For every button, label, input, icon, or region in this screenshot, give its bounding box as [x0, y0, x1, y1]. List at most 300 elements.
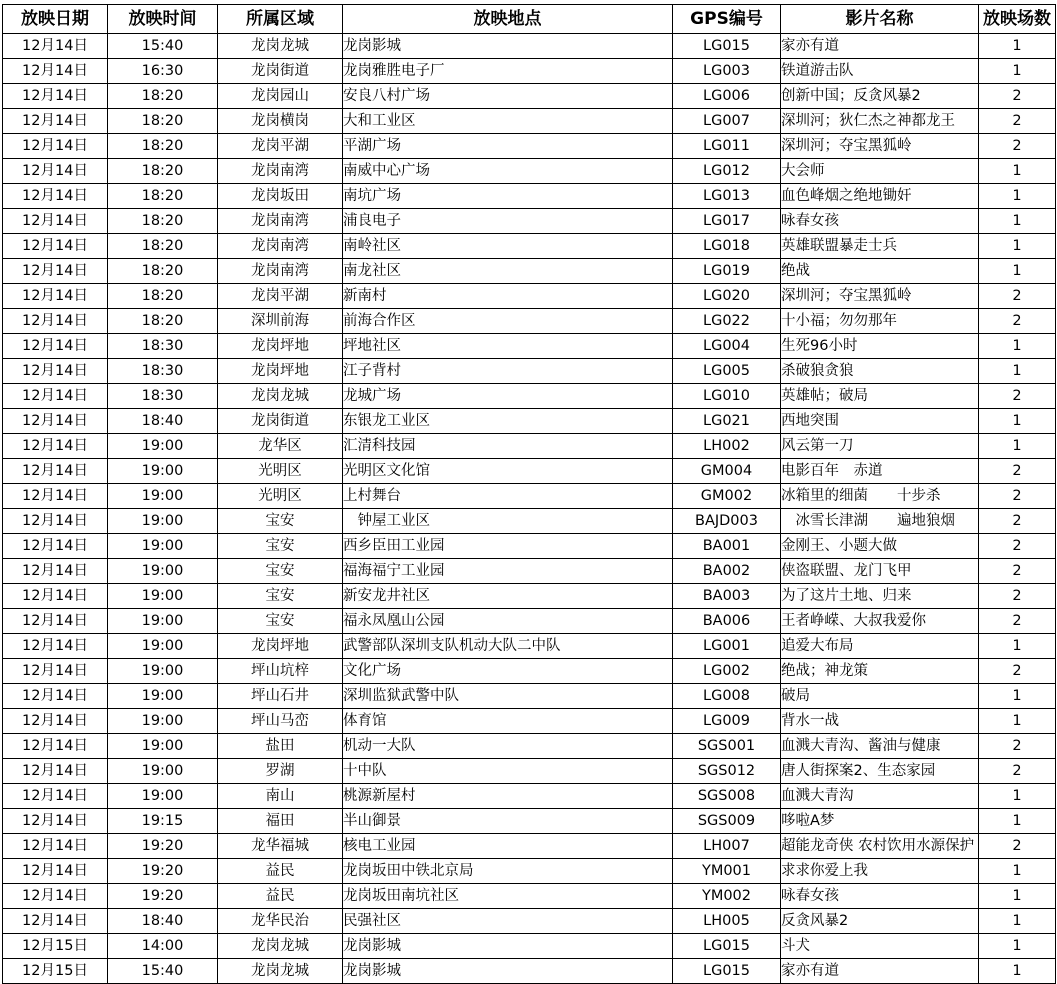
- table-row: [3, 209, 1056, 234]
- cell-date: 12月14日: [3, 134, 108, 159]
- cell-gps: BA001: [673, 534, 781, 559]
- cell-gps: SGS009: [673, 809, 781, 834]
- cell-place: 浦良电子: [343, 209, 673, 234]
- table-header: [3, 5, 1056, 34]
- cell-gps: LG008: [673, 684, 781, 709]
- table-row: [3, 559, 1056, 584]
- cell-time: 19:00: [108, 584, 218, 609]
- table-row: [3, 634, 1056, 659]
- cell-time: 19:00: [108, 459, 218, 484]
- cell-date: 12月14日: [3, 484, 108, 509]
- cell-time: 15:40: [108, 959, 218, 984]
- cell-area: 坪山马峦: [218, 709, 343, 734]
- cell-area: 深圳前海: [218, 309, 343, 334]
- cell-gps: YM001: [673, 859, 781, 884]
- cell-time: 18:20: [108, 309, 218, 334]
- cell-time: 18:30: [108, 359, 218, 384]
- cell-count: 2: [979, 659, 1056, 684]
- table-row: [3, 259, 1056, 284]
- table-body: [3, 34, 1056, 984]
- cell-film: 咏春女孩: [781, 209, 979, 234]
- cell-count: 1: [979, 434, 1056, 459]
- cell-area: 龙岗龙城: [218, 934, 343, 959]
- cell-area: 龙岗街道: [218, 409, 343, 434]
- cell-time: 18:20: [108, 234, 218, 259]
- table-row: [3, 934, 1056, 959]
- cell-film: 血溅大青沟、酱油与健康: [781, 734, 979, 759]
- cell-time: 19:00: [108, 784, 218, 809]
- cell-time: 18:30: [108, 334, 218, 359]
- cell-film: 斗犬: [781, 934, 979, 959]
- cell-place: 前海合作区: [343, 309, 673, 334]
- cell-date: 12月14日: [3, 334, 108, 359]
- cell-count: 2: [979, 309, 1056, 334]
- table-row: [3, 734, 1056, 759]
- cell-gps: LH007: [673, 834, 781, 859]
- cell-place: 福海福宁工业园: [343, 559, 673, 584]
- cell-time: 18:20: [108, 209, 218, 234]
- table-row: [3, 184, 1056, 209]
- cell-film: 血色峰烟之绝地锄奸: [781, 184, 979, 209]
- cell-date: 12月14日: [3, 559, 108, 584]
- table-row: [3, 859, 1056, 884]
- cell-gps: LG017: [673, 209, 781, 234]
- column-header-place: 放映地点: [343, 5, 673, 34]
- cell-film: 风云第一刀: [781, 434, 979, 459]
- cell-place: 深圳监狱武警中队: [343, 684, 673, 709]
- cell-date: 12月14日: [3, 459, 108, 484]
- cell-film: 创新中国；反贪风暴2: [781, 84, 979, 109]
- cell-date: 12月14日: [3, 884, 108, 909]
- cell-count: 1: [979, 634, 1056, 659]
- cell-count: 1: [979, 234, 1056, 259]
- table-row: [3, 684, 1056, 709]
- cell-date: 12月14日: [3, 584, 108, 609]
- cell-date: 12月14日: [3, 309, 108, 334]
- cell-count: 1: [979, 709, 1056, 734]
- cell-count: 1: [979, 959, 1056, 984]
- cell-date: 12月14日: [3, 534, 108, 559]
- cell-place: 上村舞台: [343, 484, 673, 509]
- cell-area: 光明区: [218, 459, 343, 484]
- cell-area: 龙华区: [218, 434, 343, 459]
- cell-place: 光明区文化馆: [343, 459, 673, 484]
- cell-film: 冰雪长津湖 遍地狼烟: [781, 509, 979, 534]
- cell-gps: GM004: [673, 459, 781, 484]
- cell-count: 1: [979, 59, 1056, 84]
- table-row: [3, 834, 1056, 859]
- cell-film: 绝战: [781, 259, 979, 284]
- cell-place: 西乡臣田工业园: [343, 534, 673, 559]
- cell-film: 家亦有道: [781, 959, 979, 984]
- cell-date: 12月14日: [3, 634, 108, 659]
- cell-count: 1: [979, 409, 1056, 434]
- cell-gps: SGS008: [673, 784, 781, 809]
- cell-time: 16:30: [108, 59, 218, 84]
- cell-count: 2: [979, 534, 1056, 559]
- table-row: [3, 384, 1056, 409]
- cell-film: 电影百年 赤道: [781, 459, 979, 484]
- cell-date: 12月14日: [3, 734, 108, 759]
- cell-time: 19:00: [108, 434, 218, 459]
- cell-count: 2: [979, 734, 1056, 759]
- cell-date: 12月14日: [3, 809, 108, 834]
- column-header-gps: GPS编号: [673, 5, 781, 34]
- cell-date: 12月14日: [3, 509, 108, 534]
- cell-gps: LG001: [673, 634, 781, 659]
- cell-time: 18:20: [108, 259, 218, 284]
- cell-count: 2: [979, 834, 1056, 859]
- cell-area: 益民: [218, 859, 343, 884]
- cell-place: 江子背村: [343, 359, 673, 384]
- cell-area: 盐田: [218, 734, 343, 759]
- cell-gps: LG015: [673, 934, 781, 959]
- cell-area: 龙岗平湖: [218, 134, 343, 159]
- cell-date: 12月14日: [3, 609, 108, 634]
- cell-place: 龙岗坂田南坑社区: [343, 884, 673, 909]
- cell-area: 龙岗坪地: [218, 634, 343, 659]
- cell-place: 半山御景: [343, 809, 673, 834]
- cell-area: 坪山坑梓: [218, 659, 343, 684]
- cell-time: 19:00: [108, 509, 218, 534]
- table-row: [3, 909, 1056, 934]
- cell-gps: LG018: [673, 234, 781, 259]
- table-row: [3, 134, 1056, 159]
- cell-count: 2: [979, 484, 1056, 509]
- cell-film: 深圳河；狄仁杰之神都龙王: [781, 109, 979, 134]
- cell-place: 核电工业园: [343, 834, 673, 859]
- cell-date: 12月14日: [3, 209, 108, 234]
- cell-area: 龙岗园山: [218, 84, 343, 109]
- cell-date: 12月14日: [3, 184, 108, 209]
- column-header-date: 放映日期: [3, 5, 108, 34]
- cell-place: 坪地社区: [343, 334, 673, 359]
- cell-gps: LG006: [673, 84, 781, 109]
- cell-count: 1: [979, 259, 1056, 284]
- table-row: [3, 159, 1056, 184]
- cell-time: 19:00: [108, 484, 218, 509]
- cell-count: 2: [979, 384, 1056, 409]
- cell-place: 南坑广场: [343, 184, 673, 209]
- cell-place: 汇清科技园: [343, 434, 673, 459]
- table-row: [3, 409, 1056, 434]
- cell-place: 体育馆: [343, 709, 673, 734]
- cell-film: 英雄帖；破局: [781, 384, 979, 409]
- table-row: [3, 534, 1056, 559]
- table-row: [3, 759, 1056, 784]
- cell-film: 破局: [781, 684, 979, 709]
- cell-gps: LG022: [673, 309, 781, 334]
- cell-gps: LG004: [673, 334, 781, 359]
- cell-date: 12月14日: [3, 659, 108, 684]
- cell-place: 龙岗影城: [343, 934, 673, 959]
- cell-area: 龙岗横岗: [218, 109, 343, 134]
- cell-gps: LG019: [673, 259, 781, 284]
- cell-film: 大会师: [781, 159, 979, 184]
- cell-date: 12月14日: [3, 684, 108, 709]
- cell-gps: LH005: [673, 909, 781, 934]
- cell-area: 罗湖: [218, 759, 343, 784]
- cell-place: 大和工业区: [343, 109, 673, 134]
- cell-place: 钟屋工业区: [343, 509, 673, 534]
- cell-date: 12月14日: [3, 34, 108, 59]
- cell-gps: LG007: [673, 109, 781, 134]
- screening-schedule-table: [2, 4, 1056, 984]
- cell-count: 1: [979, 909, 1056, 934]
- cell-place: 机动一大队: [343, 734, 673, 759]
- cell-time: 18:20: [108, 159, 218, 184]
- cell-area: 龙岗坂田: [218, 184, 343, 209]
- cell-area: 龙岗街道: [218, 59, 343, 84]
- cell-area: 宝安: [218, 559, 343, 584]
- cell-gps: YM002: [673, 884, 781, 909]
- cell-time: 18:40: [108, 409, 218, 434]
- table-row: [3, 234, 1056, 259]
- cell-date: 12月14日: [3, 84, 108, 109]
- column-header-area: 所属区域: [218, 5, 343, 34]
- cell-film: 绝战；神龙策: [781, 659, 979, 684]
- cell-count: 2: [979, 284, 1056, 309]
- cell-film: 深圳河；夺宝黑狐岭: [781, 284, 979, 309]
- cell-film: 西地突围: [781, 409, 979, 434]
- cell-date: 12月14日: [3, 109, 108, 134]
- cell-count: 1: [979, 784, 1056, 809]
- cell-count: 2: [979, 759, 1056, 784]
- cell-date: 12月14日: [3, 909, 108, 934]
- cell-place: 龙岗坂田中铁北京局: [343, 859, 673, 884]
- cell-time: 15:40: [108, 34, 218, 59]
- cell-place: 安良八村广场: [343, 84, 673, 109]
- cell-time: 19:00: [108, 559, 218, 584]
- cell-date: 12月14日: [3, 434, 108, 459]
- cell-count: 1: [979, 209, 1056, 234]
- cell-film: 冰箱里的细菌 十步杀: [781, 484, 979, 509]
- header-row: [3, 5, 1056, 34]
- cell-area: 龙岗南湾: [218, 209, 343, 234]
- table-row: [3, 809, 1056, 834]
- cell-place: 武警部队深圳支队机动大队二中队: [343, 634, 673, 659]
- cell-film: 金刚王、小题大做: [781, 534, 979, 559]
- cell-film: 求求你爱上我: [781, 859, 979, 884]
- cell-area: 益民: [218, 884, 343, 909]
- table-row: [3, 334, 1056, 359]
- cell-count: 2: [979, 109, 1056, 134]
- cell-time: 19:00: [108, 759, 218, 784]
- cell-date: 12月14日: [3, 859, 108, 884]
- cell-place: 民强社区: [343, 909, 673, 934]
- cell-time: 18:20: [108, 284, 218, 309]
- cell-film: 反贪风暴2: [781, 909, 979, 934]
- cell-place: 十中队: [343, 759, 673, 784]
- cell-area: 宝安: [218, 509, 343, 534]
- cell-time: 19:00: [108, 659, 218, 684]
- cell-gps: LG011: [673, 134, 781, 159]
- cell-place: 南龙社区: [343, 259, 673, 284]
- cell-area: 坪山石井: [218, 684, 343, 709]
- cell-film: 生死96小时: [781, 334, 979, 359]
- cell-film: 血溅大青沟: [781, 784, 979, 809]
- cell-area: 宝安: [218, 534, 343, 559]
- cell-area: 龙岗南湾: [218, 159, 343, 184]
- table-row: [3, 459, 1056, 484]
- cell-gps: LG009: [673, 709, 781, 734]
- cell-area: 龙华民治: [218, 909, 343, 934]
- cell-count: 1: [979, 159, 1056, 184]
- cell-gps: BAJD003: [673, 509, 781, 534]
- cell-count: 2: [979, 559, 1056, 584]
- cell-film: 超能龙奇侠 农村饮用水源保护: [781, 834, 979, 859]
- cell-area: 龙岗南湾: [218, 234, 343, 259]
- cell-date: 12月14日: [3, 834, 108, 859]
- table-row: [3, 609, 1056, 634]
- cell-time: 18:40: [108, 909, 218, 934]
- cell-area: 龙岗坪地: [218, 359, 343, 384]
- cell-date: 12月14日: [3, 59, 108, 84]
- cell-film: 追爱大布局: [781, 634, 979, 659]
- table-row: [3, 84, 1056, 109]
- cell-count: 1: [979, 859, 1056, 884]
- cell-film: 十小福；勿勿那年: [781, 309, 979, 334]
- cell-count: 1: [979, 884, 1056, 909]
- cell-count: 1: [979, 334, 1056, 359]
- cell-place: 龙岗影城: [343, 34, 673, 59]
- cell-place: 新南村: [343, 284, 673, 309]
- cell-gps: BA006: [673, 609, 781, 634]
- table-row: [3, 434, 1056, 459]
- cell-film: 杀破狼贪狼: [781, 359, 979, 384]
- cell-film: 哆啦A梦: [781, 809, 979, 834]
- cell-date: 12月15日: [3, 959, 108, 984]
- cell-count: 2: [979, 509, 1056, 534]
- cell-area: 光明区: [218, 484, 343, 509]
- cell-time: 19:00: [108, 684, 218, 709]
- table-row: [3, 359, 1056, 384]
- cell-film: 侠盗联盟、龙门飞甲: [781, 559, 979, 584]
- cell-film: 为了这片土地、归来: [781, 584, 979, 609]
- cell-time: 18:20: [108, 84, 218, 109]
- cell-film: 王者峥嵘、大叔我爱你: [781, 609, 979, 634]
- cell-film: 深圳河；夺宝黑狐岭: [781, 134, 979, 159]
- cell-area: 龙岗龙城: [218, 34, 343, 59]
- cell-date: 12月14日: [3, 234, 108, 259]
- table-row: [3, 659, 1056, 684]
- cell-area: 龙岗龙城: [218, 384, 343, 409]
- cell-place: 东银龙工业区: [343, 409, 673, 434]
- table-row: [3, 959, 1056, 984]
- cell-count: 2: [979, 584, 1056, 609]
- table-row: [3, 59, 1056, 84]
- cell-count: 2: [979, 609, 1056, 634]
- cell-gps: LG002: [673, 659, 781, 684]
- cell-time: 18:20: [108, 134, 218, 159]
- cell-count: 2: [979, 459, 1056, 484]
- cell-date: 12月14日: [3, 159, 108, 184]
- cell-gps: GM002: [673, 484, 781, 509]
- cell-date: 12月14日: [3, 284, 108, 309]
- cell-gps: LG020: [673, 284, 781, 309]
- cell-film: 背水一战: [781, 709, 979, 734]
- cell-time: 18:30: [108, 384, 218, 409]
- cell-time: 19:00: [108, 634, 218, 659]
- cell-count: 2: [979, 84, 1056, 109]
- cell-place: 龙城广场: [343, 384, 673, 409]
- cell-date: 12月14日: [3, 259, 108, 284]
- cell-date: 12月14日: [3, 759, 108, 784]
- cell-time: 19:20: [108, 834, 218, 859]
- cell-place: 南威中心广场: [343, 159, 673, 184]
- cell-count: 2: [979, 134, 1056, 159]
- cell-area: 龙岗南湾: [218, 259, 343, 284]
- column-header-time: 放映时间: [108, 5, 218, 34]
- cell-film: 唐人街探案2、生态家园: [781, 759, 979, 784]
- cell-gps: SGS001: [673, 734, 781, 759]
- cell-gps: SGS012: [673, 759, 781, 784]
- table-row: [3, 709, 1056, 734]
- column-header-count: 放映场数: [979, 5, 1056, 34]
- cell-area: 福田: [218, 809, 343, 834]
- cell-gps: BA002: [673, 559, 781, 584]
- cell-date: 12月14日: [3, 709, 108, 734]
- cell-gps: LG021: [673, 409, 781, 434]
- cell-area: 宝安: [218, 584, 343, 609]
- cell-time: 19:00: [108, 709, 218, 734]
- column-header-film: 影片名称: [781, 5, 979, 34]
- cell-date: 12月15日: [3, 934, 108, 959]
- cell-date: 12月14日: [3, 784, 108, 809]
- cell-time: 14:00: [108, 934, 218, 959]
- cell-film: 铁道游击队: [781, 59, 979, 84]
- cell-place: 平湖广场: [343, 134, 673, 159]
- cell-gps: LG013: [673, 184, 781, 209]
- cell-area: 龙华福城: [218, 834, 343, 859]
- cell-gps: LH002: [673, 434, 781, 459]
- cell-count: 1: [979, 34, 1056, 59]
- cell-count: 1: [979, 684, 1056, 709]
- cell-film: 咏春女孩: [781, 884, 979, 909]
- cell-place: 南岭社区: [343, 234, 673, 259]
- cell-time: 19:20: [108, 884, 218, 909]
- table-row: [3, 509, 1056, 534]
- cell-time: 18:20: [108, 109, 218, 134]
- table-row: [3, 884, 1056, 909]
- cell-time: 19:00: [108, 734, 218, 759]
- cell-gps: LG003: [673, 59, 781, 84]
- cell-date: 12月14日: [3, 384, 108, 409]
- cell-time: 18:20: [108, 184, 218, 209]
- table-row: [3, 109, 1056, 134]
- cell-date: 12月14日: [3, 409, 108, 434]
- cell-film: 英雄联盟暴走士兵: [781, 234, 979, 259]
- table-row: [3, 584, 1056, 609]
- cell-place: 龙岗雅胜电子厂: [343, 59, 673, 84]
- cell-date: 12月14日: [3, 359, 108, 384]
- cell-count: 1: [979, 184, 1056, 209]
- table-row: [3, 284, 1056, 309]
- cell-count: 1: [979, 809, 1056, 834]
- cell-time: 19:00: [108, 609, 218, 634]
- table-row: [3, 34, 1056, 59]
- cell-place: 福永凤凰山公园: [343, 609, 673, 634]
- cell-place: 龙岗影城: [343, 959, 673, 984]
- cell-gps: LG015: [673, 959, 781, 984]
- cell-place: 文化广场: [343, 659, 673, 684]
- cell-area: 南山: [218, 784, 343, 809]
- table-row: [3, 309, 1056, 334]
- cell-time: 19:00: [108, 534, 218, 559]
- table-row: [3, 784, 1056, 809]
- cell-gps: BA003: [673, 584, 781, 609]
- cell-gps: LG005: [673, 359, 781, 384]
